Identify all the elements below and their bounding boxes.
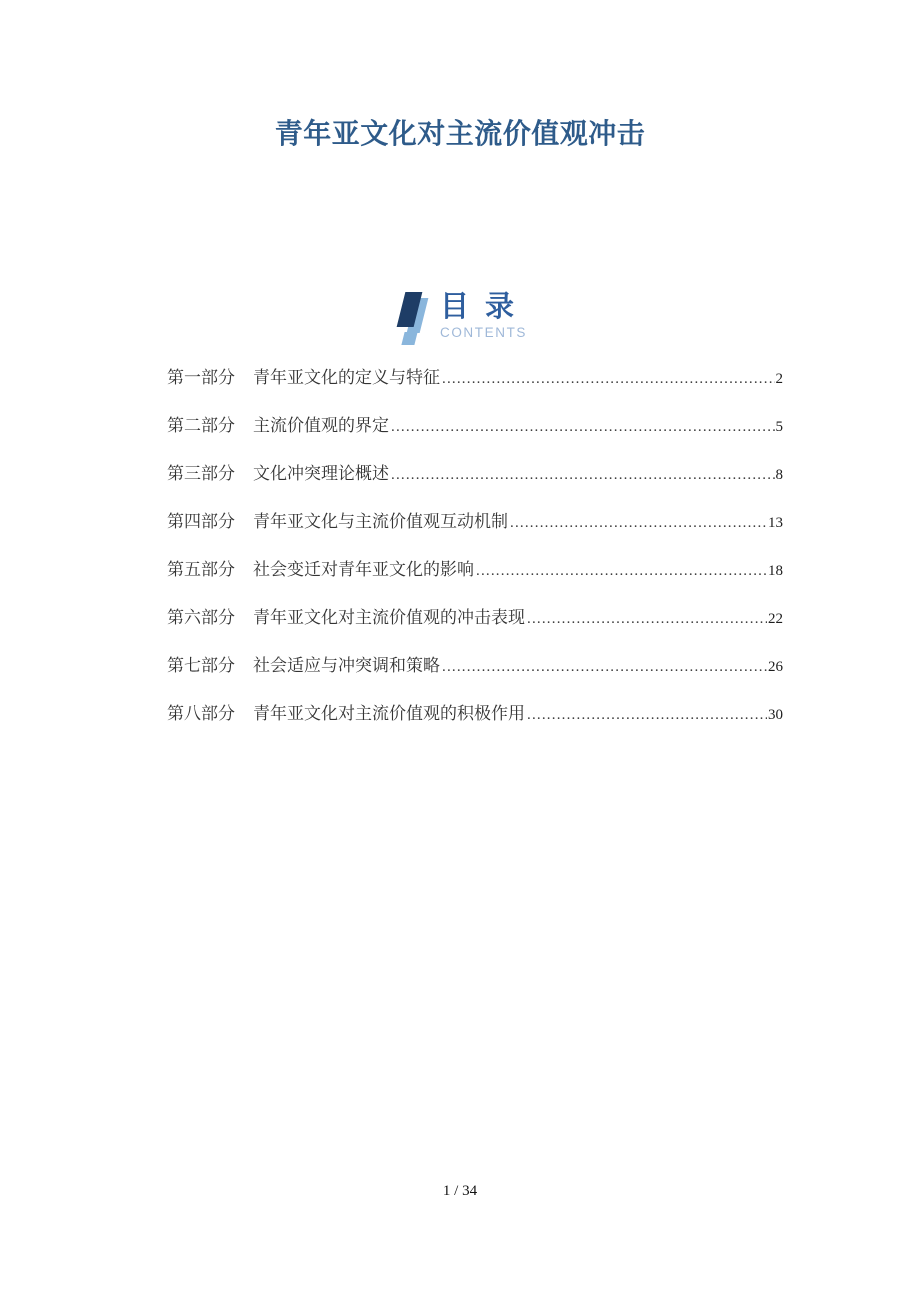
page-title: 青年亚文化对主流价值观冲击 bbox=[274, 118, 646, 149]
toc-part-label: 第八部分 bbox=[167, 704, 235, 723]
page-number-indicator: 1 / 34 bbox=[442, 1183, 478, 1199]
toc-part-label: 第一部分 bbox=[167, 368, 235, 387]
toc-entry[interactable] bbox=[167, 402, 783, 450]
toc-part-label: 第五部分 bbox=[167, 560, 235, 579]
toc-page-number: 2 bbox=[775, 371, 783, 387]
toc-page-number: 5 bbox=[775, 419, 783, 435]
toc-dot-leader bbox=[391, 403, 775, 451]
toc-dot-leader bbox=[527, 595, 767, 643]
toc-page-number: 22 bbox=[768, 611, 783, 627]
toc-dot-leader bbox=[442, 355, 775, 403]
toc-dot-leader bbox=[391, 451, 775, 499]
toc-entry-title: 主流价值观的界定 bbox=[253, 416, 389, 435]
toc-part-label: 第二部分 bbox=[167, 416, 235, 435]
toc-entry[interactable] bbox=[167, 690, 783, 738]
toc-dot-leader bbox=[527, 691, 767, 739]
toc-entry-title: 文化冲突理论概述 bbox=[253, 464, 389, 483]
toc-dot-leader bbox=[510, 499, 767, 547]
toc-header bbox=[0, 291, 920, 349]
toc-page-number: 8 bbox=[775, 467, 783, 483]
toc-entry-title: 社会变迁对青年亚文化的影响 bbox=[253, 560, 474, 579]
toc-page-number: 18 bbox=[768, 563, 783, 579]
toc-page-number: 26 bbox=[768, 659, 783, 675]
toc-entry-title: 社会适应与冲突调和策略 bbox=[253, 656, 440, 675]
toc-part-label: 第六部分 bbox=[167, 608, 235, 627]
toc-dot-leader bbox=[476, 547, 767, 595]
toc-entry[interactable] bbox=[167, 354, 783, 402]
toc-heading: 目 录 bbox=[439, 291, 515, 323]
toc-entry-title: 青年亚文化对主流价值观的冲击表现 bbox=[253, 608, 525, 627]
toc-entry[interactable] bbox=[167, 498, 783, 546]
toc-list bbox=[167, 354, 783, 738]
brush-stroke-icon bbox=[393, 291, 435, 349]
toc-heading-group bbox=[440, 291, 527, 340]
toc-entry-title: 青年亚文化与主流价值观互动机制 bbox=[253, 512, 508, 531]
toc-entry-title: 青年亚文化对主流价值观的积极作用 bbox=[253, 704, 525, 723]
toc-entry[interactable] bbox=[167, 546, 783, 594]
toc-entry[interactable] bbox=[167, 450, 783, 498]
toc-page-number: 30 bbox=[768, 707, 783, 723]
toc-entry-title: 青年亚文化的定义与特征 bbox=[253, 368, 440, 387]
toc-entry[interactable] bbox=[167, 642, 783, 690]
toc-page-number: 13 bbox=[768, 515, 783, 531]
toc-part-label: 第三部分 bbox=[167, 464, 235, 483]
toc-dot-leader bbox=[442, 643, 767, 691]
toc-subheading: CONTENTS bbox=[439, 325, 528, 341]
brush-stroke-tail-shape bbox=[401, 332, 417, 345]
toc-part-label: 第七部分 bbox=[167, 656, 235, 675]
toc-part-label: 第四部分 bbox=[167, 512, 235, 531]
toc-entry[interactable] bbox=[167, 594, 783, 642]
